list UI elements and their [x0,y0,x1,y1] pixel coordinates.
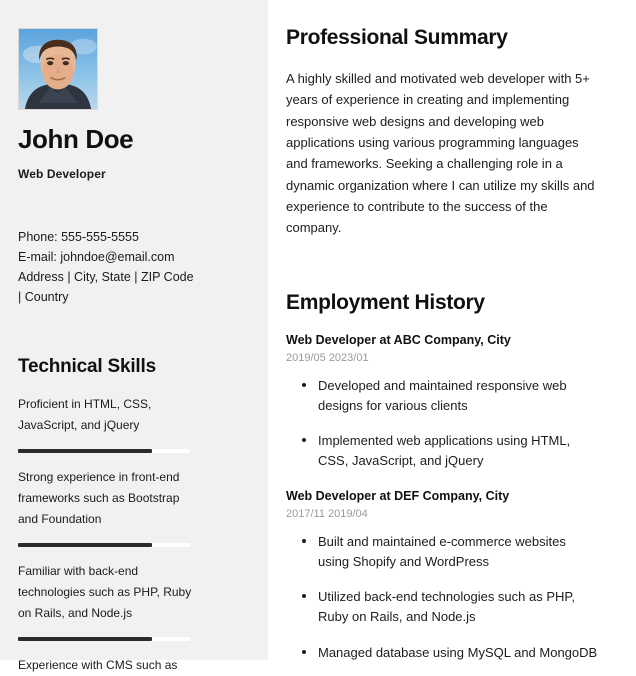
person-name: John Doe [18,124,134,154]
contact-address-line-2: | Country [18,290,69,305]
job-dates: 2017/11 2019/04 [286,508,368,521]
person-job-title: Web Developer [18,166,106,181]
resume-main-column [268,0,636,660]
summary-text: A highly skilled and motivated web developer with 5+ years of experience in creating and implementing responsive web designs and developing web applications using various programming languages and frameworks. Seeking a challenging role in a dynamic organization where I can utilize my skills and experience to contribute to the success of the company. [286,71,595,236]
job-bullet-list [286,376,600,472]
skill-item [18,561,250,641]
profile-photo-image [19,29,97,109]
job-bullet-list [286,532,600,663]
job-bullet: Developed and maintained responsive web designs for various clients [302,376,600,416]
contact-address-line-1: Address | City, State | ZIP Code [18,270,194,285]
skill-item [18,394,250,453]
skill-level-bar [18,449,190,453]
skill-text: Proficient in HTML, CSS, JavaScript, and jQuery [18,396,152,432]
job-title: Web Developer at ABC Company, City [286,332,511,347]
job-bullet: Implemented web applications using HTML, CSS, JavaScript, and jQuery [302,431,600,471]
skill-level-bar [18,543,190,547]
contact-email: E-mail: johndoe@email.com [18,249,175,264]
contact-phone: Phone: 555-555-5555 [18,229,139,244]
job-entry [286,333,600,472]
job-title: Web Developer at DEF Company, City [286,489,510,504]
resume-sidebar [0,0,268,672]
skill-level-fill [18,449,152,453]
skill-level-fill [18,637,152,641]
job-bullet: Managed database using MySQL and MongoDB [302,643,600,663]
skill-level-fill [18,543,152,547]
employment-heading: Employment History [286,290,485,314]
job-bullet: Utilized back-end technologies such as PHP, Ruby on Rails, and Node.js [302,587,600,627]
skill-text: Experience with CMS such as [18,657,178,672]
contact-block [18,227,250,308]
skill-item [18,655,250,676]
skill-text: Strong experience in front-end frameworks such as Bootstrap and Foundation [18,469,180,526]
skill-level-bar [18,637,190,641]
summary-heading: Professional Summary [286,26,508,49]
skill-text: Familiar with back-end technologies such as PHP, Ruby on Rails, and Node.js [18,563,192,620]
job-dates: 2019/05 2023/01 [286,351,369,364]
job-entry [286,489,600,663]
job-bullet: Built and maintained e-commerce websites using Shopify and WordPress [302,532,600,572]
skills-heading: Technical Skills [18,355,156,377]
skill-item [18,467,250,547]
profile-photo [18,28,98,110]
